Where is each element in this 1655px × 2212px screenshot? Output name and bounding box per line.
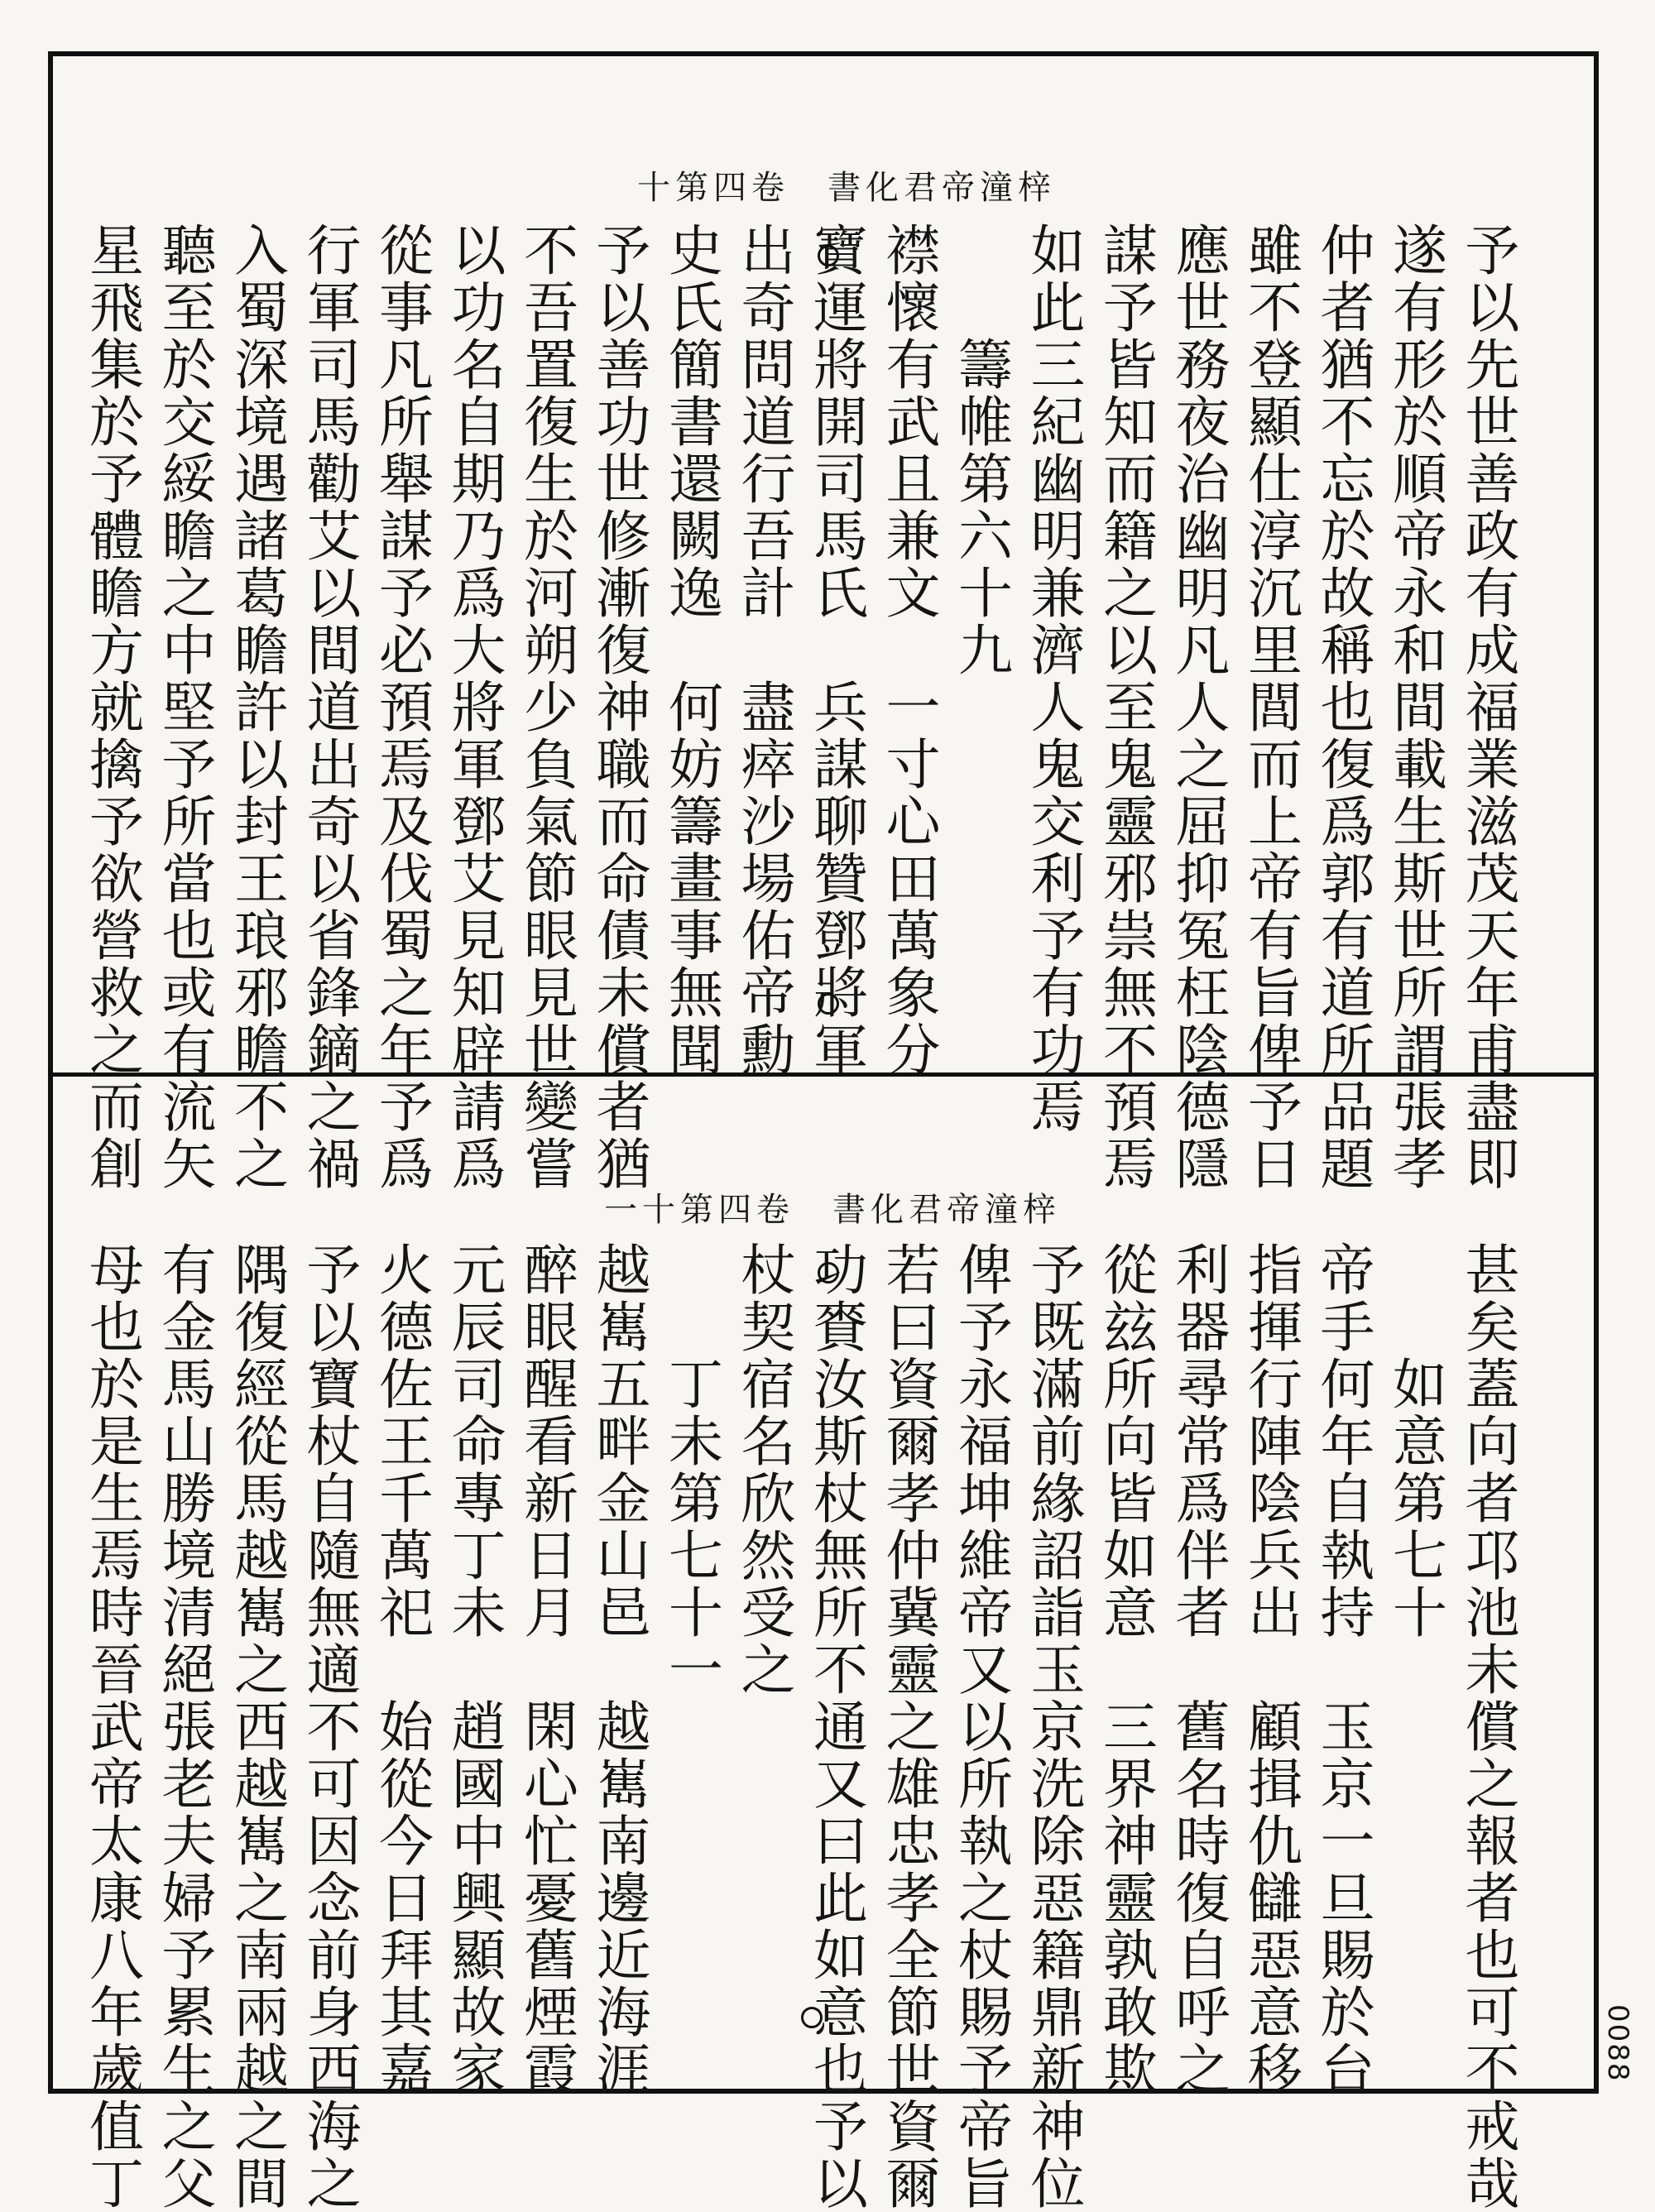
text-column: 杖契宿名欣然受之 xyxy=(732,1241,795,1698)
text-column: 予以寶杖自隨無適不可因念前身西海之 xyxy=(297,1241,361,2212)
text-column: 功賚汝斯杖無所不通又曰此如意也予以 xyxy=(804,1241,868,2212)
text-column: 從事凡所舉謀予必預焉及伐蜀之年予爲 xyxy=(369,222,434,1192)
text-column: 出奇問道行吾計 盡瘁沙場佑帝勳 xyxy=(732,222,795,1078)
top-header: 梓潼帝君化書 卷四第十 xyxy=(637,169,1056,207)
text-column: 利器尋常爲伴者 舊名時復自呼之 xyxy=(1166,1241,1230,2098)
text-column: 襟懷有武且兼文 一寸心田萬象分 xyxy=(876,222,940,1078)
text-column: 從玆所向皆如意 三界神靈孰敢欺 xyxy=(1093,1241,1158,2098)
text-column: 元辰司命專丁未 趙國中興顯故家 xyxy=(442,1241,506,2098)
text-column: 有金馬山勝境清絕張老夫婦予累生之父 xyxy=(152,1241,216,2212)
text-column: 入蜀深境遇諸葛瞻許以封王琅邪瞻不之 xyxy=(224,222,289,1192)
text-column: 甚矣蓋向者邛池未償之報者也可不戒哉 xyxy=(1456,1241,1519,2212)
page-number: 0088 xyxy=(1601,2004,1634,2083)
text-column: 籌帷第六十九 xyxy=(948,222,1013,679)
text-column: 指揮行陣陰兵出 顧揖仇讎惡意移 xyxy=(1238,1241,1302,2098)
bottom-header: 梓潼帝君化書 卷四第十一 xyxy=(604,1191,1061,1229)
punctuation-circle xyxy=(818,1262,839,1284)
text-column: 若曰資爾孝仲冀靈之雄忠孝全節世資爾 xyxy=(876,1241,940,2212)
text-column: 寶運將開司馬氏 兵謀聊贊鄧將軍 xyxy=(804,222,868,1078)
text-column: 予既滿前緣詔詣玉京洗除惡籍鼎新神位 xyxy=(1021,1241,1085,2212)
text-column: 雖不登顯仕淳沉里閭而上帝有旨俾予日 xyxy=(1238,222,1302,1192)
text-column: 火德佐王千萬祀 始從今日拜其嘉 xyxy=(369,1241,434,2098)
text-column: 予以善功世修漸復神職而命債未償者猶 xyxy=(587,222,650,1192)
text-column: 應世務夜治幽明凡人之屈抑冤枉陰德隱 xyxy=(1166,222,1230,1192)
text-column: 不吾置復生於河朔少負氣節眼見世變嘗 xyxy=(514,222,578,1192)
text-column: 如意第七十 xyxy=(1383,1241,1447,1641)
text-column: 予以先世善政有成福業滋茂天年甫盡即 xyxy=(1456,222,1519,1192)
text-column: 隅復經從馬越嶲之西越嶲之南兩越之間 xyxy=(224,1241,289,2212)
text-column: 史氏簡書還闕逸 何妨籌畫事無聞 xyxy=(659,222,723,1078)
punctuation-circle xyxy=(818,993,839,1015)
text-column: 仲者猶不忘於故稱也復爲郭有道所品題 xyxy=(1311,222,1374,1192)
text-column: 越嶲五畔金山邑 越嶲南邊近海涯 xyxy=(587,1241,650,2098)
text-column: 遂有形於順帝永和間載生斯世所謂張孝 xyxy=(1383,222,1447,1192)
text-column: 醉眼醒看新日月 閑心忙憂舊煙霞 xyxy=(514,1241,578,2098)
text-column: 俾予永福坤維帝又以所執之杖賜予帝旨 xyxy=(948,1241,1013,2212)
text-column: 丁未第七十一 xyxy=(659,1241,723,1698)
text-column: 帝手何年自執持 玉京一旦賜於台 xyxy=(1311,1241,1374,2098)
text-column: 謀予皆知而籍之以至鬼靈邪祟無不預焉 xyxy=(1093,222,1158,1192)
text-column: 行軍司馬勸艾以間道出奇以省鋒鏑之禍 xyxy=(297,222,361,1192)
text-column: 聽至於交綏瞻之中堅予所當也或有流矢 xyxy=(152,222,216,1192)
text-column: 母也於是生焉時晉武帝太康八年歲值丁 xyxy=(79,1241,144,2212)
punctuation-circle xyxy=(818,245,839,266)
punctuation-circle xyxy=(801,2007,823,2028)
text-column: 如此三紀幽明兼濟人鬼交利予有功焉 xyxy=(1021,222,1085,1135)
text-column: 以功名自期乃爲大將軍鄧艾見知辟請爲 xyxy=(442,222,506,1192)
text-column: 星飛集於予體瞻方就擒予欲營救之而創 xyxy=(79,222,144,1192)
